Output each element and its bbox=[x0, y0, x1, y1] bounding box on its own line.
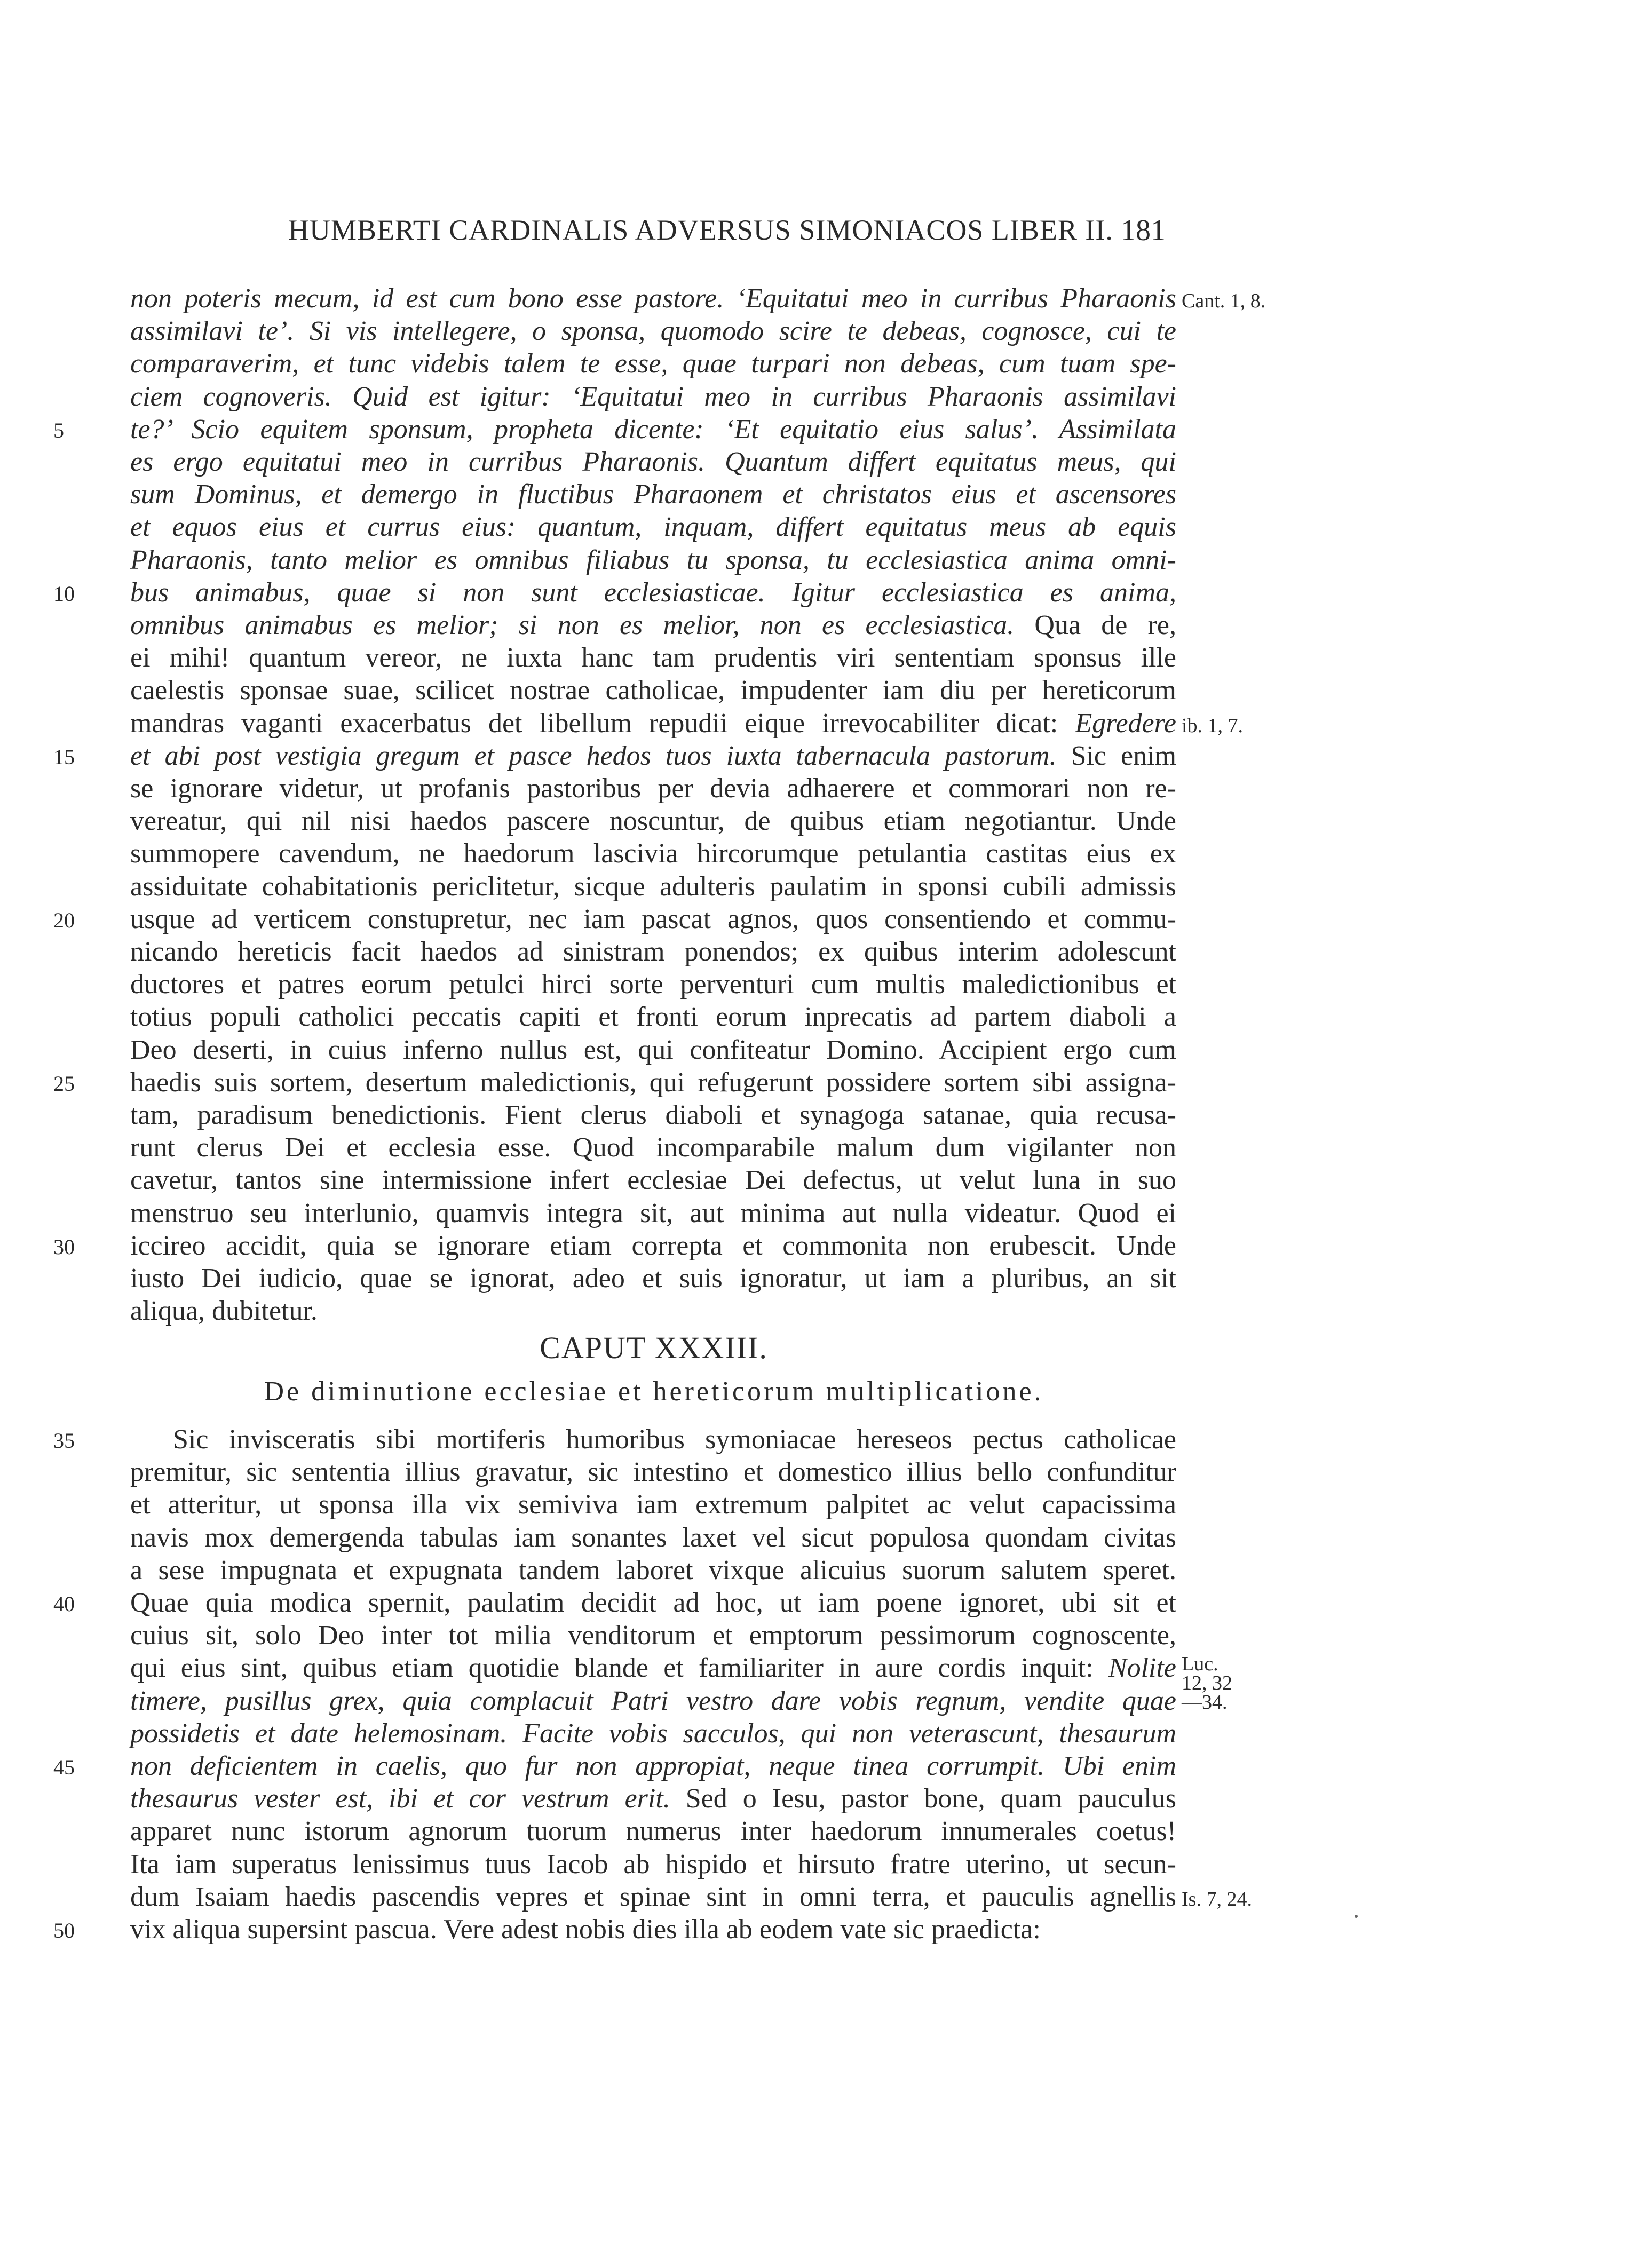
text-segment: runt clerus Dei et ecclesia esse. Quod incomparabile malum dum vigilanter non bbox=[130, 1132, 1176, 1163]
line-number: 45 bbox=[53, 1755, 75, 1779]
italic-segment: es ergo equitatui meo in curribus Pharaonis. Quantum differt equitatus meus, qui bbox=[130, 447, 1176, 477]
page-speck bbox=[1355, 1915, 1358, 1918]
page-header bbox=[0, 213, 1639, 261]
text-segment: Qua de re, bbox=[1014, 610, 1176, 640]
text-line bbox=[130, 1164, 1176, 1196]
text-line bbox=[130, 1587, 1176, 1619]
italic-segment: omnibus animabus es melior; si non es melior, non es ecclesiastica. bbox=[130, 610, 1015, 640]
italic-segment: et equos eius et currus eius: quantum, inquam, differt equitatus meus ab equis bbox=[130, 512, 1176, 543]
text-line bbox=[130, 936, 1176, 968]
text-line bbox=[130, 1230, 1176, 1262]
text-line bbox=[130, 1099, 1176, 1131]
text-segment: premitur, sic sententia illius gravatur, sic intestino et domestico illius bello confunditur bbox=[130, 1457, 1176, 1488]
text-line bbox=[130, 609, 1176, 641]
text-line bbox=[130, 708, 1176, 740]
text-segment: et atteritur, ut sponsa illa vix semiviva iam extremum palpitet ac velut capacissima bbox=[130, 1489, 1176, 1520]
text-segment: Sed o Iesu, pastor bone, quam pauculus bbox=[670, 1783, 1176, 1814]
text-segment: iusto Dei iudicio, quae se ignorat, adeo et suis ignoratur, ut iam a pluribus, an sit bbox=[130, 1263, 1176, 1294]
text-line bbox=[130, 1198, 1176, 1230]
italic-segment: thesaurus vester est, ibi et cor vestrum erit. bbox=[130, 1783, 670, 1814]
text-line bbox=[130, 1750, 1176, 1782]
text-line bbox=[130, 577, 1176, 609]
italic-segment: sum Dominus, et demergo in fluctibus Pharaonem et christatos eius et ascensores bbox=[130, 479, 1176, 510]
italic-segment: non poteris mecum, id est cum bono esse pastore. ‘Equitatui meo in curribus Pharaonis bbox=[130, 283, 1176, 314]
text-segment: qui eius sint, quibus etiam quotidie blande et familiariter in aure cordis inquit: bbox=[130, 1653, 1108, 1684]
text-line bbox=[130, 740, 1176, 772]
margin-reference: Cant. 1, 8. bbox=[1182, 290, 1266, 312]
text-segment: assiduitate cohabitationis periclitetur, sicque adulteris paulatim in sponsi cubili admissis bbox=[130, 871, 1176, 902]
text-segment: nicando hereticis facit haedos ad sinistram ponendos; ex quibus interim adolescunt bbox=[130, 937, 1176, 967]
line-number: 5 bbox=[53, 418, 64, 442]
italic-segment: Egredere bbox=[1075, 708, 1176, 739]
text-line bbox=[130, 871, 1176, 903]
text-line bbox=[130, 1067, 1176, 1099]
line-number: 50 bbox=[53, 1918, 75, 1942]
text-line bbox=[130, 1718, 1176, 1750]
text-segment: cuius sit, solo Deo inter tot milia venditorum et emptorum pessimorum cognoscente, bbox=[130, 1620, 1176, 1651]
line-number: 20 bbox=[53, 908, 75, 932]
text-segment: aliqua, dubitetur. bbox=[130, 1296, 318, 1327]
italic-segment: timere, pusillus grex, quia complacuit Patri vestro dare vobis regnum, vendite quae bbox=[130, 1685, 1176, 1716]
text-segment: se ignorare videtur, ut profanis pastoribus per devia adhaerere et commorari non re- bbox=[130, 773, 1176, 804]
italic-segment: possidetis et date helemosinam. Facite vobis sacculos, qui non veterascunt, thesaurum bbox=[130, 1718, 1176, 1749]
italic-segment: Nolite bbox=[1108, 1653, 1176, 1684]
text-line bbox=[130, 838, 1176, 870]
text-line bbox=[130, 969, 1176, 1001]
text-line bbox=[130, 446, 1176, 478]
margin-reference: ib. 1, 7. bbox=[1182, 714, 1244, 737]
text-line bbox=[130, 1489, 1176, 1521]
text-line bbox=[130, 283, 1176, 315]
text-segment: vereatur, qui nil nisi haedos pascere noscuntur, de quibus etiam negotiantur. Unde bbox=[130, 806, 1176, 837]
text-segment: ei mihi! quantum vereor, ne iuxta hanc tam prudentis viri sententiam sponsus ille bbox=[130, 643, 1176, 673]
line-number: 40 bbox=[53, 1592, 75, 1616]
text-segment: Sic enim bbox=[1056, 740, 1177, 771]
text-segment: Sic invisceratis sibi mortiferis humoribus symoniacae hereseos pectus catholicae bbox=[173, 1424, 1176, 1455]
text-segment: iccireo accidit, quia se ignorare etiam correpta et commonita non erubescit. Unde bbox=[130, 1230, 1176, 1261]
margin-reference: Luc. 12, 32 —34. bbox=[1182, 1653, 1232, 1714]
text-line bbox=[130, 1132, 1176, 1164]
text-segment: summopere cavendum, ne haedorum lascivia hircorumque petulantia castitas eius ex bbox=[130, 838, 1176, 869]
text-segment: navis mox demergenda tabulas iam sonantes laxet vel sicut populosa quondam civitas bbox=[130, 1522, 1176, 1553]
text-line bbox=[130, 675, 1176, 707]
text-segment: usque ad verticem constupretur, nec iam pascat agnos, quos consentiendo et commu- bbox=[130, 903, 1176, 934]
text-line bbox=[130, 1652, 1176, 1684]
text-segment: apparet nunc istorum agnorum tuorum numerus inter haedorum innumerales coetus! bbox=[130, 1816, 1176, 1847]
text-segment: menstruo seu interlunio, quamvis integra sit, aut minima aut nulla videatur. Quod ei bbox=[130, 1198, 1176, 1228]
text-line bbox=[130, 1522, 1176, 1554]
text-segment: cavetur, tantos sine intermissione infert ecclesiae Dei defectus, ut velut luna in suo bbox=[130, 1165, 1176, 1196]
text-line bbox=[130, 315, 1176, 347]
text-line bbox=[130, 1424, 1176, 1456]
text-line bbox=[130, 805, 1176, 837]
italic-segment: te?’ Scio equitem sponsum, propheta dicente: ‘Et equitatio eius salus’. Assimilata bbox=[130, 414, 1176, 445]
text-segment: vix aliqua supersint pascua. Vere adest nobis dies illa ab eodem vate sic praedicta: bbox=[130, 1914, 1041, 1945]
line-number: 35 bbox=[53, 1429, 75, 1453]
text-segment: ductores et patres eorum petulci hirci sorte perventuri cum multis maledictionibus et bbox=[130, 969, 1176, 1000]
text-line bbox=[130, 544, 1176, 576]
italic-segment: et abi post vestigia gregum et pasce hedos tuos iuxta tabernacula pastorum. bbox=[130, 740, 1057, 771]
text-line bbox=[130, 381, 1176, 413]
text-line bbox=[130, 1555, 1176, 1587]
text-segment: Quae quia modica spernit, paulatim decidit ad hoc, ut iam poene ignoret, ubi sit et bbox=[130, 1588, 1176, 1618]
text-segment: caelestis sponsae suae, scilicet nostrae catholicae, impudenter iam diu per hereticorum bbox=[130, 675, 1176, 706]
text-line bbox=[130, 479, 1176, 511]
text-line bbox=[130, 903, 1176, 935]
text-segment: dum Isaiam haedis pascendis vepres et spinae sint in omni terra, et pauculis agnellis bbox=[130, 1881, 1176, 1912]
italic-segment: non deficientem in caelis, quo fur non appropiat, neque tinea corrumpit. Ubi enim bbox=[130, 1751, 1176, 1781]
text-segment: mandras vaganti exacerbatus det libellum repudii eique irrevocabiliter dicat: bbox=[130, 708, 1075, 739]
chapter-subtitle: De diminutione ecclesiae et hereticorum multiplicatione. bbox=[264, 1376, 1044, 1407]
text-line bbox=[130, 1783, 1176, 1815]
italic-segment: comparaverim, et tunc videbis talem te esse, quae turpari non debeas, cum tuam spe- bbox=[130, 348, 1176, 379]
text-segment: Deo deserti, in cuius inferno nullus est, qui confiteatur Domino. Accipient ergo cum bbox=[130, 1034, 1176, 1065]
text-line bbox=[130, 1849, 1176, 1881]
text-line bbox=[130, 1881, 1176, 1913]
chapter-title: CAPUT XXXIII. bbox=[540, 1330, 768, 1365]
italic-segment: ciem cognoveris. Quid est igitur: ‘Equitatui meo in curribus Pharaonis assimilavi bbox=[130, 381, 1176, 412]
text-line bbox=[130, 1685, 1176, 1717]
text-segment: a sese impugnata et expugnata tandem laboret vixque alicuius suorum salutem speret. bbox=[130, 1555, 1176, 1585]
text-line bbox=[130, 1815, 1176, 1847]
italic-segment: bus animabus, quae si non sunt ecclesiasticae. Igitur ecclesiastica es anima, bbox=[130, 577, 1176, 608]
text-segment: tam, paradisum benedictionis. Fient clerus diaboli et synagoga satanae, quia recusa- bbox=[130, 1100, 1176, 1130]
text-line bbox=[130, 511, 1176, 543]
italic-segment: Pharaonis, tanto melior es omnibus filiabus tu sponsa, tu ecclesiastica anima omni- bbox=[130, 544, 1176, 575]
text-line bbox=[130, 773, 1176, 805]
text-line bbox=[130, 1620, 1176, 1652]
text-line bbox=[130, 1001, 1176, 1033]
text-line bbox=[130, 414, 1176, 446]
text-segment: Ita iam superatus lenissimus tuus Iacob ab hispido et hirsuto fratre uterino, ut secun- bbox=[130, 1849, 1176, 1880]
text-line bbox=[130, 1914, 1176, 1946]
line-number: 10 bbox=[53, 581, 75, 606]
text-line bbox=[130, 1456, 1176, 1488]
line-number: 15 bbox=[53, 744, 75, 769]
running-title: HUMBERTI CARDINALIS ADVERSUS SIMONIACOS LIBER II. bbox=[288, 214, 1113, 246]
text-line bbox=[130, 1295, 1176, 1327]
text-line bbox=[130, 348, 1176, 380]
italic-segment: assimilavi te’. Si vis intellegere, o sponsa, quomodo scire te debeas, cognosce, cui te bbox=[130, 316, 1176, 347]
text-line bbox=[130, 642, 1176, 674]
line-number: 30 bbox=[53, 1234, 75, 1259]
page-number: 181 bbox=[1121, 214, 1166, 247]
text-line bbox=[130, 1263, 1176, 1295]
text-segment: totius populi catholici peccatis capiti et fronti eorum inprecatis ad partem diaboli a bbox=[130, 1002, 1176, 1033]
text-line bbox=[130, 1034, 1176, 1066]
line-number: 25 bbox=[53, 1071, 75, 1096]
text-segment: haedis suis sortem, desertum maledictionis, qui refugerunt possidere sortem sibi assigna- bbox=[130, 1067, 1176, 1098]
margin-reference: Is. 7, 24. bbox=[1182, 1888, 1252, 1910]
